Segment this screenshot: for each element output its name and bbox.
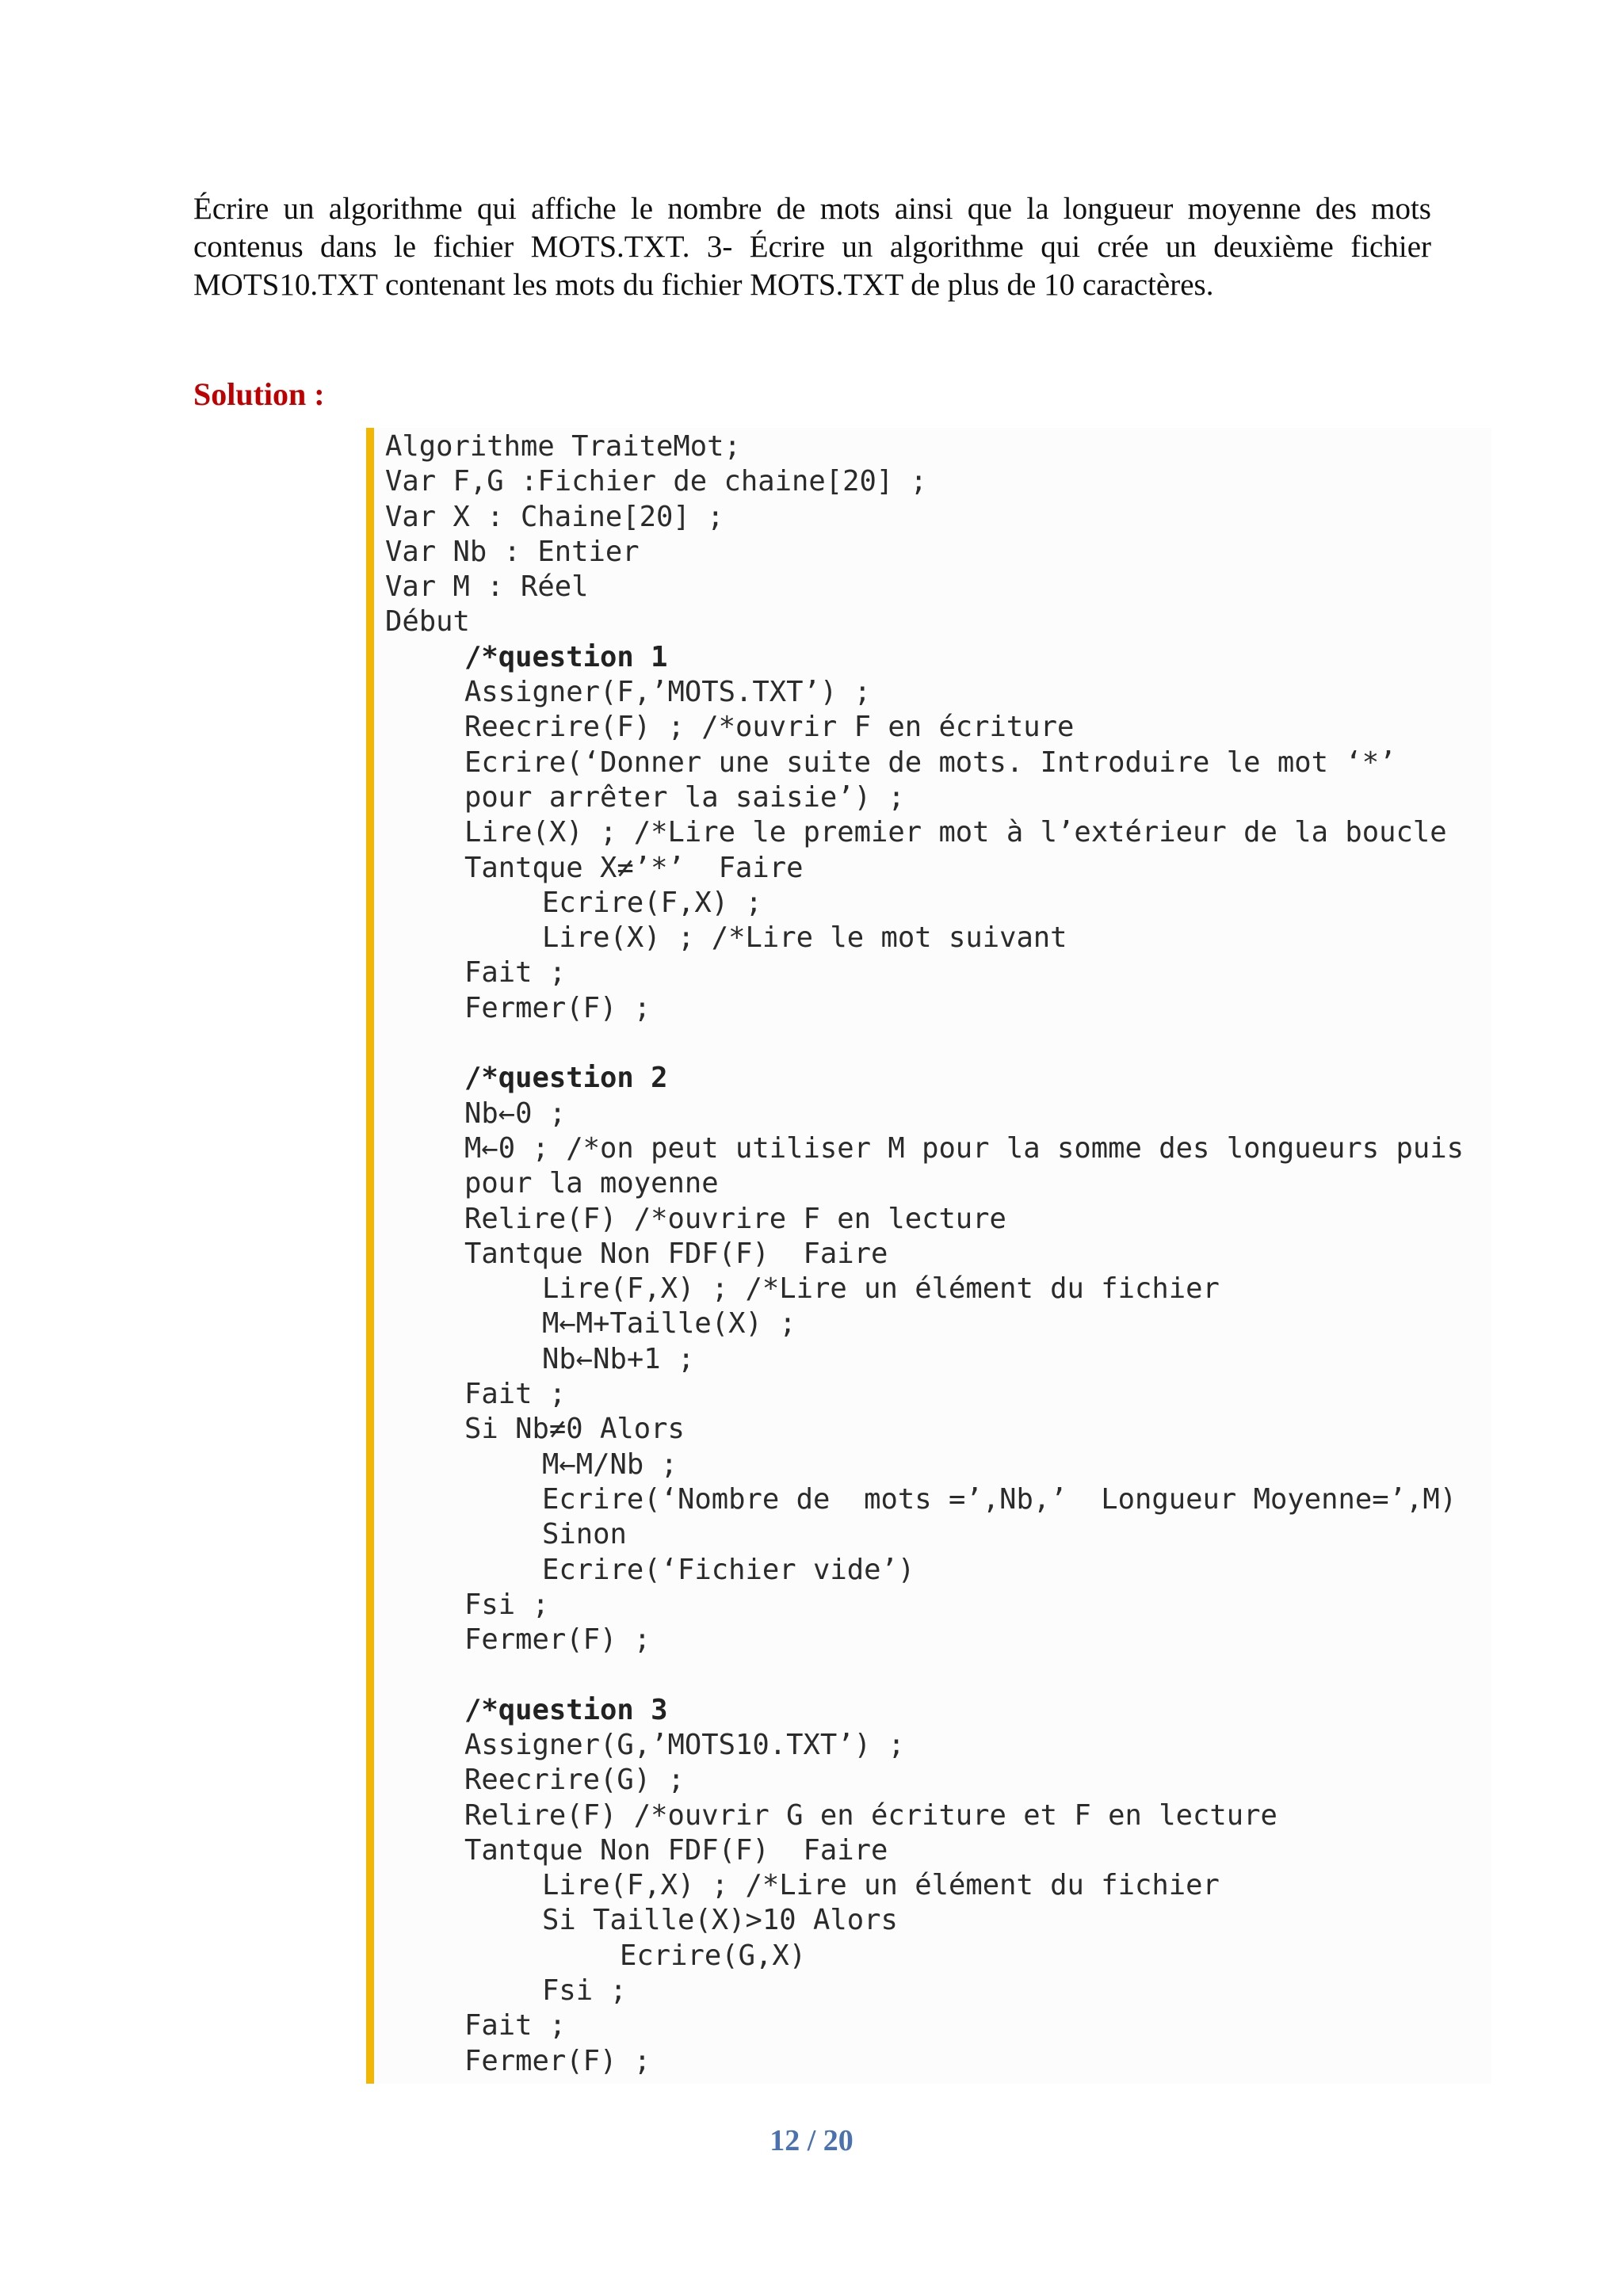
code-line: Var Nb : Entier	[385, 535, 640, 568]
code-blank-line	[385, 1026, 1464, 1061]
code-comment-question-1: /*question 1	[464, 640, 668, 673]
code-line: Lire(X) ; /*Lire le premier mot à l’extérieur de la boucle	[464, 816, 1447, 849]
code-line: Ecrire(G,X)	[620, 1939, 807, 1972]
code-line: Nb←0 ;	[464, 1097, 567, 1130]
code-line: Reecrire(F) ; /*ouvrir F en écriture	[464, 711, 1075, 744]
code-line: Var X : Chaine[20] ;	[385, 500, 724, 533]
code-line: Relire(F) /*ouvrir G en écriture et F en lecture	[464, 1798, 1277, 1832]
code-line: Sinon	[542, 1518, 627, 1551]
code-line: Var F,G :Fichier de chaine[20] ;	[385, 465, 927, 498]
code-line: M←M/Nb ;	[542, 1447, 678, 1481]
code-line: Nb←Nb+1 ;	[542, 1342, 695, 1375]
code-line: Lire(F,X) ; /*Lire un élément du fichier	[542, 1272, 1220, 1306]
code-line: Tantque X≠’*’ Faire	[464, 851, 804, 884]
code-line: Si Taille(X)>10 Alors	[542, 1904, 898, 1937]
code-line: Ecrire(‘Donner une suite de mots. Introduire le mot ‘*’	[464, 746, 1396, 779]
code-line: Ecrire(‘Fichier vide’)	[542, 1553, 915, 1586]
code-line: pour arrêter la saisie’) ;	[464, 780, 905, 814]
code-comment-question-2: /*question 2	[464, 1062, 668, 1095]
code-accent-bar	[366, 428, 374, 2084]
solution-heading: Solution :	[193, 376, 325, 412]
code-line: M←0 ; /*on peut utiliser M pour la somme des longueurs puis	[464, 1131, 1464, 1165]
code-blank-line	[385, 1657, 1464, 1692]
code-line: Assigner(G,’MOTS10.TXT’) ;	[464, 1728, 905, 1761]
code-comment-question-3: /*question 3	[464, 1693, 668, 1726]
exercise-statement: Écrire un algorithme qui affiche le nombre de mots ainsi que la longueur moyenne des mots contenus dans le fichier MOTS.TXT. 3- Écrire un algorithme qui crée un deuxième fichier MOTS10.TXT contenant les mots du fichier MOTS.TXT de plus de 10 caractères.	[193, 192, 1431, 302]
code-line: Fait ;	[464, 956, 567, 990]
code-line: M←M+Taille(X) ;	[542, 1307, 796, 1341]
code-line: Début	[385, 605, 470, 639]
code-line: Fermer(F) ;	[464, 991, 651, 1024]
code-line: Algorithme TraiteMot;	[385, 430, 741, 463]
code-line: Assigner(F,’MOTS.TXT’) ;	[464, 676, 871, 709]
code-line: Fait ;	[464, 1378, 567, 1411]
code-line: Tantque Non FDF(F) Faire	[464, 1833, 888, 1867]
code-line: Lire(X) ; /*Lire le mot suivant	[542, 921, 1067, 955]
code-line: Reecrire(G) ;	[464, 1764, 685, 1797]
code-line: Fait ;	[464, 2009, 567, 2042]
code-block	[385, 429, 1464, 2079]
code-line: Ecrire(‘Nombre de mots =’,Nb,’ Longueur Moyenne=’,M)	[542, 1482, 1457, 1516]
code-line: Fermer(F) ;	[464, 2044, 651, 2077]
page-number: 12 / 20	[769, 2124, 854, 2157]
code-line: Tantque Non FDF(F) Faire	[464, 1237, 888, 1270]
code-line: Fermer(F) ;	[464, 1623, 651, 1657]
code-line: Ecrire(F,X) ;	[542, 886, 762, 919]
code-line: Var M : Réel	[385, 570, 589, 604]
code-line: Relire(F) /*ouvrire F en lecture	[464, 1202, 1006, 1235]
code-line: Lire(F,X) ; /*Lire un élément du fichier	[542, 1869, 1220, 1902]
code-line: Fsi ;	[542, 1974, 627, 2008]
code-line: Fsi ;	[464, 1588, 549, 1621]
code-line: pour la moyenne	[464, 1167, 719, 1200]
code-line: Si Nb≠0 Alors	[464, 1413, 685, 1446]
code-listing	[366, 428, 1491, 2084]
